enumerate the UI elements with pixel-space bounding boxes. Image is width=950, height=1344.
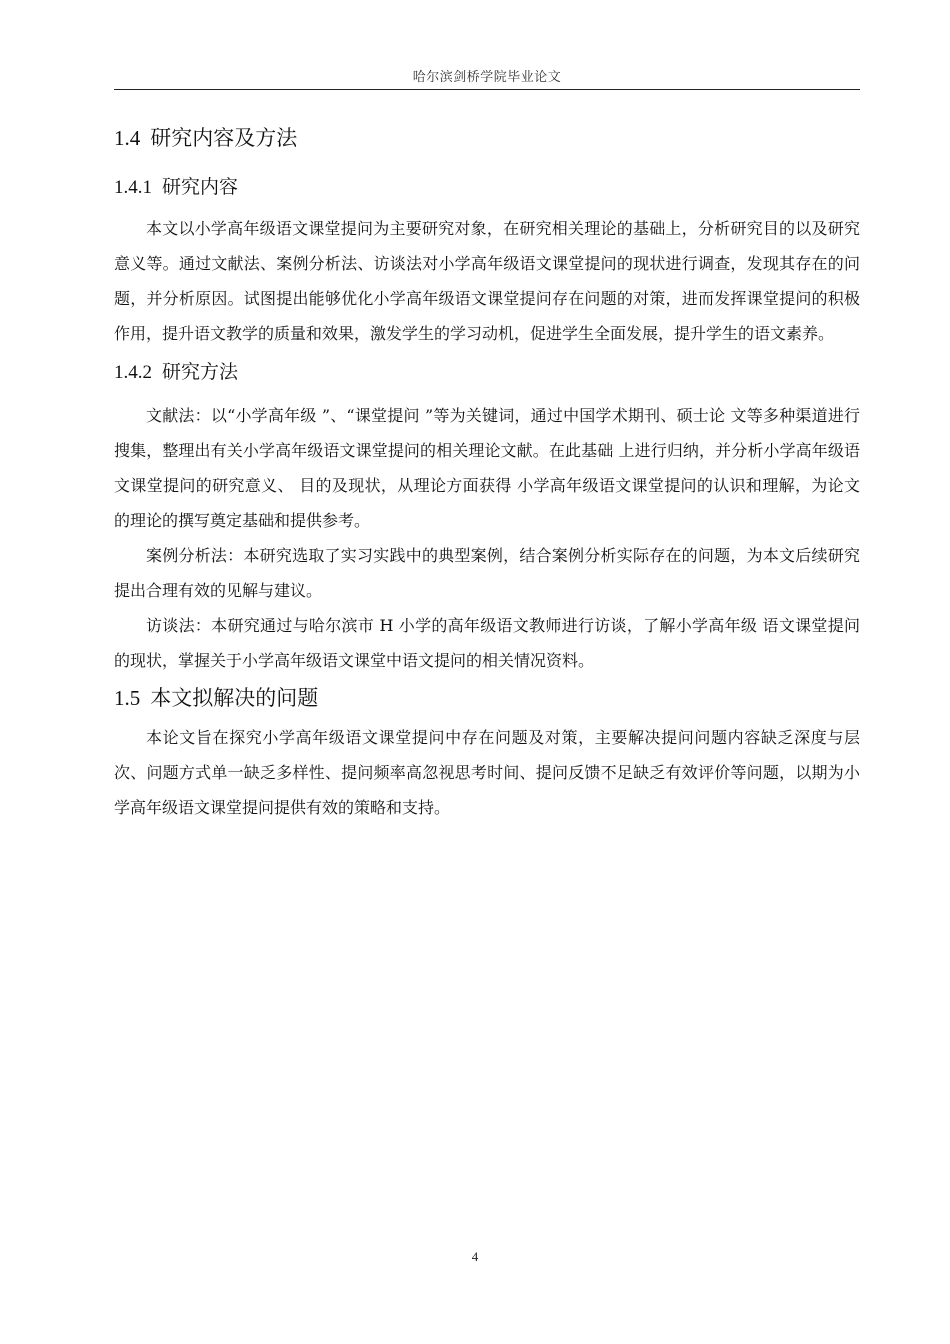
main-content <box>114 120 860 825</box>
subsection-title: 研究内容 <box>162 176 239 198</box>
paragraph-interview-method: 访谈法：本研究通过与哈尔滨市 H 小学的高年级语文教师进行访谈，了解小学高年级 语文课堂提问的现状，掌握关于小学高年级语文课堂中语文提问的相关情况资料。 <box>114 616 860 670</box>
section-number: 1.4 <box>114 126 141 150</box>
section-number: 1.5 <box>114 686 141 710</box>
paragraph-literature-method: 文献法：以“小学高年级 ”、“课堂提问 ”等为关键词，通过中国学术期刊、硕士论 文等多种渠道进行搜集，整理出有关小学高年级语文课堂提问的相关理论文献。在此基础 上进行归纳，并分析小学高年级语文课堂提问的研究意义、 目的及现状，从理论方面获得 小学高年级语文课堂提问的认识和理解，为论文的理论的撰写奠定基础和提供参考。 <box>114 406 860 530</box>
section-title: 研究内容及方法 <box>150 126 298 150</box>
subsection-number: 1.4.2 <box>114 362 152 383</box>
running-header: 哈尔滨剑桥学院毕业论文 <box>412 70 562 85</box>
subsection-number: 1.4.1 <box>114 177 152 198</box>
page-number: 4 <box>471 1249 479 1264</box>
subsection-heading-1-4-1 <box>114 170 860 205</box>
section-title: 本文拟解决的问题 <box>150 686 319 710</box>
subsection-title: 研究方法 <box>162 361 239 383</box>
header-divider <box>114 89 860 90</box>
paragraph-problems-to-solve: 本论文旨在探究小学高年级语文课堂提问中存在问题及对策，主要解决提问问题内容缺乏深度与层次、问题方式单一缺乏多样性、提问频率高忽视思考时间、提问反馈不足缺乏有效评价等问题，以期为小学高年级语文课堂提问提供有效的策略和支持。 <box>114 728 860 817</box>
paragraph-case-analysis-method: 案例分析法：本研究选取了实习实践中的典型案例，结合案例分析实际存在的问题，为本文后续研究提出合理有效的见解与建议。 <box>114 546 860 600</box>
section-heading-1-4 <box>114 120 860 156</box>
section-heading-1-5 <box>114 680 860 716</box>
subsection-heading-1-4-2 <box>114 355 860 390</box>
paragraph-research-content: 本文以小学高年级语文课堂提问为主要研究对象，在研究相关理论的基础上，分析研究目的以及研究意义等。通过文献法、案例分析法、访谈法对小学高年级语文课堂提问的现状进行调查，发现其存在的问题，并分析原因。试图提出能够优化小学高年级语文课堂提问存在问题的对策，进而发挥课堂提问的积极作用，提升语文教学的质量和效果，激发学生的学习动机，促进学生全面发展，提升学生的语文素养。 <box>114 219 860 343</box>
